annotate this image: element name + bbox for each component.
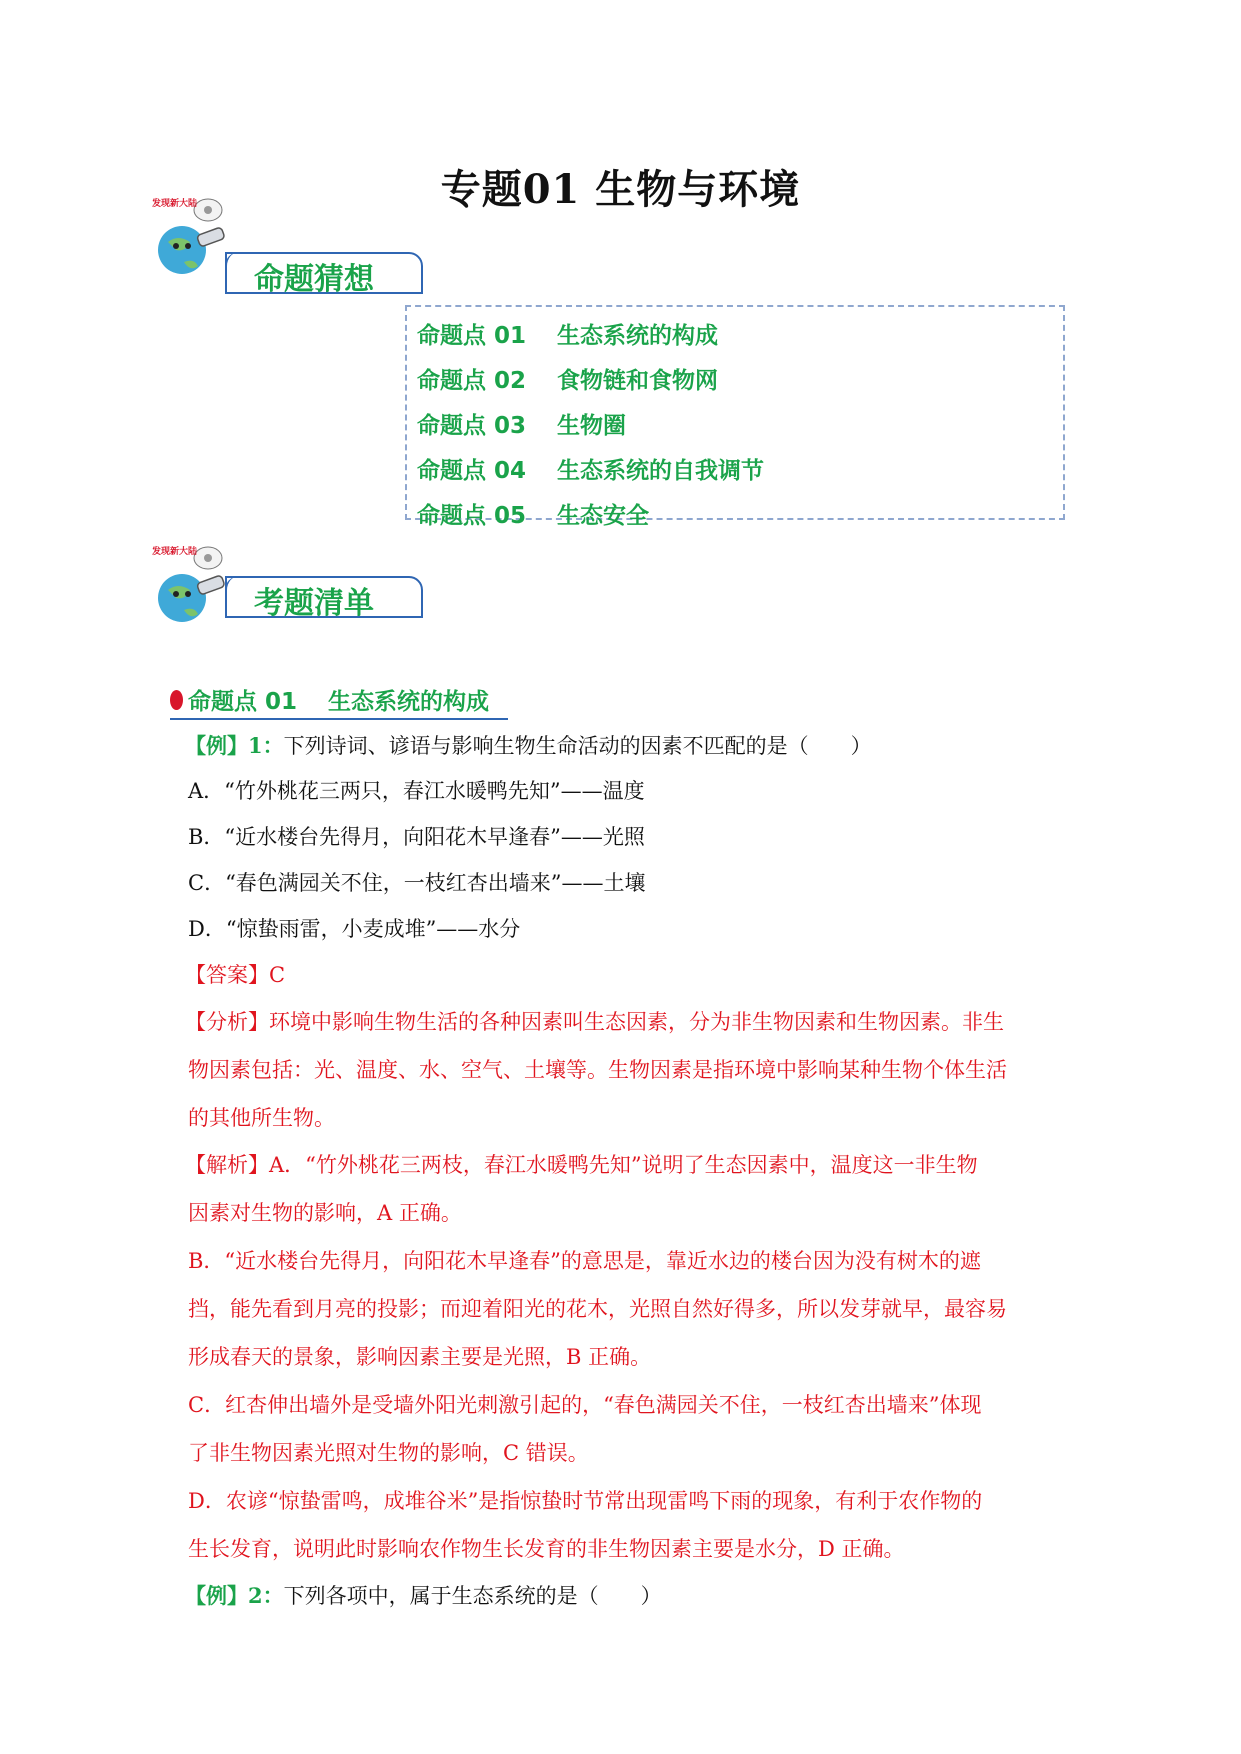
topic-list	[405, 305, 1065, 529]
explain-line: 形成春天的景象，影响因素主要是光照，B 正确。	[188, 1345, 652, 1369]
analysis-line: 物因素包括：光、温度、水、空气、土壤等。生物因素是指环境中影响某种生物个体生活	[188, 1058, 1007, 1082]
mascot-badge	[151, 197, 197, 209]
topic-item: 命题点 02 食物链和食物网	[417, 368, 718, 394]
svg-text:发现新大陆: 发现新大陆	[152, 547, 198, 557]
option-c: C．“春色满园关不住，一枝红杏出墙来”——土壤	[188, 871, 646, 895]
explain-line: D．农谚“惊蛰雷鸣，成堆谷米”是指惊蛰时节常出现雷鸣下雨的现象，有利于农作物的	[188, 1489, 983, 1513]
topic-item: 命题点 03 生物圈	[417, 413, 626, 439]
example-question: 【例】1：下列诗词、谚语与影响生物生命活动的因素不匹配的是（ ）	[185, 733, 872, 758]
option-d: D．“惊蛰雨雷，小麦成堆”——水分	[188, 917, 521, 941]
explain-line: B．“近水楼台先得月，向阳花木早逢春”的意思是，靠近水边的楼台因为没有树木的遮	[188, 1249, 981, 1273]
analysis-line: 【分析】环境中影响生物生活的各种因素叫生态因素，分为非生物因素和生物因素。非生	[185, 1010, 1004, 1034]
point-heading: 命题点 01 生态系统的构成	[170, 682, 508, 720]
explain-line: 生长发育，说明此时影响农作物生长发育的非生物因素主要是水分，D 正确。	[188, 1537, 905, 1561]
option-b: B．“近水楼台先得月，向阳花木早逢春”——光照	[188, 825, 645, 849]
explain-line: 挡，能先看到月亮的投影；而迎着阳光的花木，光照自然好得多，所以发芽就早，最容易	[188, 1297, 1007, 1321]
page-title: 专题01 生物与环境	[440, 166, 801, 213]
explain-line: 【解析】A．“竹外桃花三两枝，春江水暖鸭先知”说明了生态因素中，温度这一非生物	[185, 1153, 978, 1177]
answer: 【答案】C	[185, 963, 286, 987]
topic-item: 命题点 04 生态系统的自我调节	[417, 458, 764, 484]
mascot-badge	[151, 545, 197, 557]
bullet-dot-icon	[170, 690, 183, 710]
explain-line: 了非生物因素光照对生物的影响，C 错误。	[188, 1441, 589, 1465]
option-a: A．“竹外桃花三两只，春江水暖鸭先知”——温度	[188, 779, 645, 803]
explain-line: C．红杏伸出墙外是受墙外阳光刺激引起的，“春色满园关不住，一枝红杏出墙来”体现	[188, 1393, 982, 1417]
explain-line: 因素对生物的影响，A 正确。	[188, 1201, 462, 1225]
topic-item: 命题点 01 生态系统的构成	[417, 323, 718, 349]
example-question: 【例】2：下列各项中，属于生态系统的是（ ）	[185, 1583, 662, 1608]
section-label-checklist: 考题清单	[254, 586, 374, 621]
svg-text:发现新大陆: 发现新大陆	[152, 199, 198, 209]
topic-item: 命题点 05 生态安全	[417, 503, 649, 529]
section-label-prediction: 命题猜想	[254, 262, 374, 297]
analysis-line: 的其他所生物。	[188, 1106, 335, 1130]
